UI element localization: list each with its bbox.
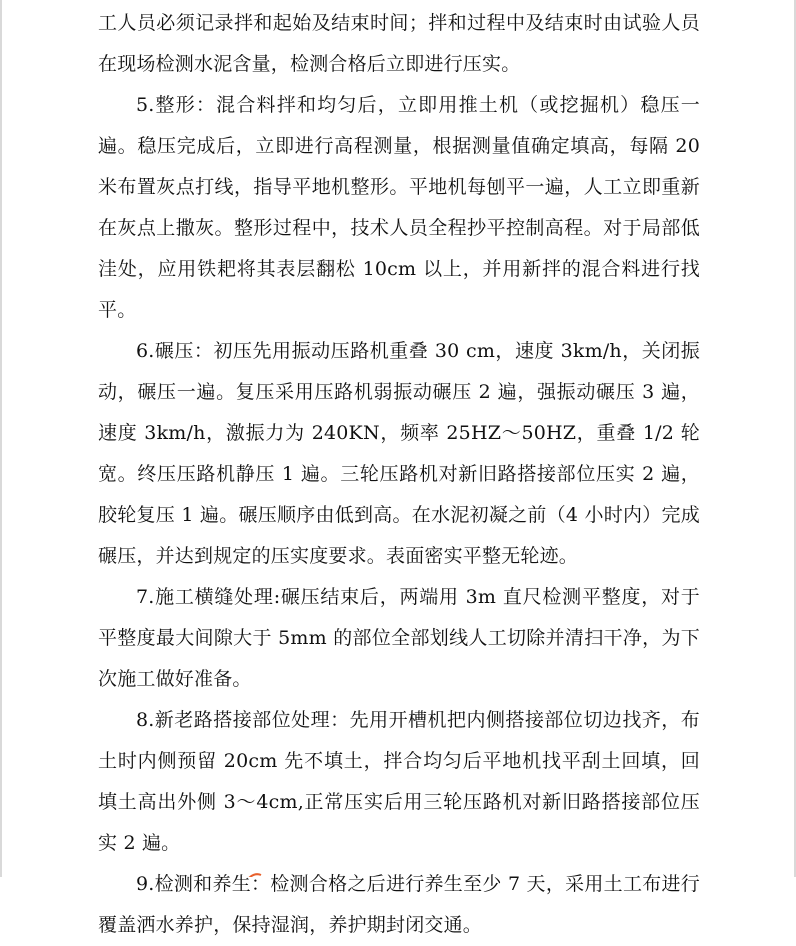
paragraph-continued: 工人员必须记录拌和起始及结束时间；拌和过程中及结束时由试验人员在现场检测水泥含量，检测合格后立即进行压实。 — [98, 12, 700, 75]
page-left-edge — [0, 0, 2, 877]
paragraph-step-5-shaping: 5.整形：混合料拌和均匀后，立即用推土机（或挖掘机）稳压一遍。稳压完成后，立即进行高程测量，根据测量值确定填高，每隔 20 米布置灰点打线，指导平地机整形。平地机每刨平一遍，人工立即重新在灰点上撒灰。整形过程中，技术人员全程抄平控制高程。对于局部低洼处，应用铁耙将其表层翻松 10cm 以上，并用新拌的混合料进行找平。 — [98, 94, 700, 321]
bottom-mark-icon — [246, 868, 262, 877]
paragraph-step-7-transverse-joint: 7.施工横缝处理:碾压结束后，两端用 3m 直尺检测平整度，对于平整度最大间隙大于 5mm 的部位全部划线人工切除并清扫干净，为下次施工做好准备。 — [98, 586, 700, 690]
paragraph-step-8-road-overlap: 8.新老路搭接部位处理：先用开槽机把内侧搭接部位切边找齐，布土时内侧预留 20cm 先不填土，拌合均匀后平地机找平刮土回填，回填土高出外侧 3～4cm,正常压实后用三轮压路机对新旧路搭接部位压实 2 遍。 — [98, 709, 700, 854]
paragraph-step-9-curing: 9.检测和养生：检测合格之后进行养生至少 7 天，采用土工布进行覆盖洒水养护，保持湿润，养护期封闭交通。 — [98, 873, 700, 936]
document-body — [98, 3, 700, 946]
paragraph-step-6-rolling: 6.碾压：初压先用振动压路机重叠 30 cm，速度 3km/h，关闭振动，碾压一遍。复压采用压路机弱振动碾压 2 遍，强振动碾压 3 遍，速度 3km/h，激振力为 240KN，频率 25HZ～50HZ，重叠 1/2 轮宽。终压压路机静压 1 遍。三轮压路机对新旧路搭接部位压实 2 遍，胶轮复压 1 遍。碾压顺序由低到高。在水泥初凝之前（4 小时内）完成碾压，并达到规定的压实度要求。表面密实平整无轮迹。 — [98, 340, 700, 567]
